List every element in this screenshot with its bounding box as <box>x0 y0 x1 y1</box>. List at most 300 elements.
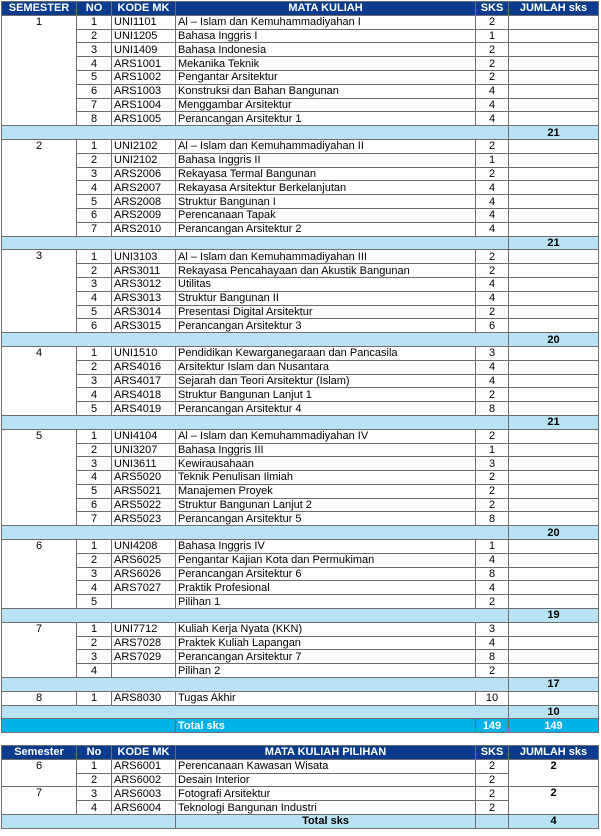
course-name: Praktek Kuliah Lapangan <box>176 636 476 650</box>
course-name: Struktur Bangunan Lanjut 1 <box>176 388 476 402</box>
table-row <box>2 15 599 29</box>
table-row <box>2 29 599 43</box>
course-no: 4 <box>77 291 112 305</box>
course-no: 7 <box>77 512 112 526</box>
course-name: Pengantar Arsitektur <box>176 70 476 84</box>
table-row <box>2 374 599 388</box>
course-code: ARS1003 <box>112 84 176 98</box>
course-code: UNI7712 <box>112 622 176 636</box>
course-no: 3 <box>77 167 112 181</box>
course-name: Al – Islam dan Kemuhammadiyahan II <box>176 139 476 153</box>
subtotal-spacer <box>2 126 509 140</box>
course-no: 2 <box>77 553 112 567</box>
elective-header-semester: Semester <box>2 746 77 760</box>
course-code <box>112 595 176 609</box>
course-name: Struktur Bangunan I <box>176 195 476 209</box>
course-name: Perencanaan Tapak <box>176 208 476 222</box>
course-no: 5 <box>77 70 112 84</box>
table-row <box>2 759 599 773</box>
course-no: 4 <box>77 471 112 485</box>
course-sks: 4 <box>476 195 509 209</box>
course-sks: 2 <box>476 595 509 609</box>
course-code: ARS5023 <box>112 512 176 526</box>
elective-name: Perencanaan Kawasan Wisata <box>176 759 476 773</box>
course-no: 2 <box>77 443 112 457</box>
course-sks: 2 <box>476 43 509 57</box>
course-code: ARS5020 <box>112 471 176 485</box>
course-code: ARS7027 <box>112 581 176 595</box>
table-row <box>2 57 599 71</box>
course-sks: 8 <box>476 402 509 416</box>
course-name: Al – Islam dan Kemuhammadiyahan I <box>176 15 476 29</box>
course-jumlah-empty <box>509 402 599 416</box>
course-code: UNI4208 <box>112 540 176 554</box>
course-code: UNI4104 <box>112 429 176 443</box>
elective-header-mata-kuliah: MATA KULIAH PILIHAN <box>176 746 476 760</box>
course-no: 1 <box>77 15 112 29</box>
course-code: ARS3011 <box>112 264 176 278</box>
course-no: 2 <box>77 153 112 167</box>
course-code: ARS3014 <box>112 305 176 319</box>
elective-code: ARS6004 <box>112 801 176 815</box>
table-row <box>2 595 599 609</box>
semester-subtotal: 21 <box>509 415 599 429</box>
elective-name: Desain Interior <box>176 773 476 787</box>
course-no: 5 <box>77 595 112 609</box>
table-row <box>2 622 599 636</box>
course-name: Menggambar Arsitektur <box>176 98 476 112</box>
course-sks: 4 <box>476 181 509 195</box>
course-name: Pendidikan Kewarganegaraan dan Pancasila <box>176 346 476 360</box>
course-jumlah-empty <box>509 388 599 402</box>
course-sks: 4 <box>476 84 509 98</box>
course-name: Perancangan Arsitektur 2 <box>176 222 476 236</box>
course-name: Kewirausahaan <box>176 457 476 471</box>
course-jumlah-empty <box>509 29 599 43</box>
course-name: Perancangan Arsitektur 1 <box>176 112 476 126</box>
elective-table <box>1 745 599 829</box>
course-sks: 4 <box>476 553 509 567</box>
course-sks: 3 <box>476 346 509 360</box>
subtotal-spacer <box>2 333 509 347</box>
course-no: 1 <box>77 346 112 360</box>
course-sks: 2 <box>476 250 509 264</box>
header-kode: KODE MK <box>112 2 176 16</box>
course-sks: 10 <box>476 691 509 705</box>
elective-semester: 7 <box>2 787 77 815</box>
elective-sks: 2 <box>476 773 509 787</box>
course-jumlah-empty <box>509 112 599 126</box>
elective-header-no: No <box>77 746 112 760</box>
course-jumlah-empty <box>509 305 599 319</box>
course-sks: 2 <box>476 484 509 498</box>
grand-total-label: Total sks <box>176 719 476 733</box>
table-row <box>2 553 599 567</box>
subtotal-spacer <box>2 705 509 719</box>
table-row <box>2 443 599 457</box>
course-sks: 8 <box>476 512 509 526</box>
course-no: 1 <box>77 622 112 636</box>
table-row <box>2 567 599 581</box>
course-code: ARS2007 <box>112 181 176 195</box>
course-sks: 2 <box>476 471 509 485</box>
course-sks: 1 <box>476 153 509 167</box>
course-jumlah-empty <box>509 595 599 609</box>
subtotal-spacer <box>2 236 509 250</box>
course-sks: 3 <box>476 457 509 471</box>
table-row <box>2 498 599 512</box>
course-jumlah-empty <box>509 581 599 595</box>
course-jumlah-empty <box>509 457 599 471</box>
course-name: Konstruksi dan Bahan Bangunan <box>176 84 476 98</box>
course-no: 3 <box>77 43 112 57</box>
table-row <box>2 112 599 126</box>
subtotal-spacer <box>2 526 509 540</box>
course-sks: 6 <box>476 319 509 333</box>
table-row <box>2 581 599 595</box>
course-no: 3 <box>77 457 112 471</box>
course-sks: 2 <box>476 498 509 512</box>
course-jumlah-empty <box>509 195 599 209</box>
course-no: 5 <box>77 305 112 319</box>
elective-name: Fotografi Arsitektur <box>176 787 476 801</box>
course-name: Bahasa Inggris I <box>176 29 476 43</box>
course-jumlah-empty <box>509 650 599 664</box>
course-sks: 4 <box>476 291 509 305</box>
course-code: UNI1510 <box>112 346 176 360</box>
course-code: ARS6025 <box>112 553 176 567</box>
course-jumlah-empty <box>509 567 599 581</box>
elective-total-row <box>2 814 599 828</box>
course-code: ARS2010 <box>112 222 176 236</box>
course-name: Bahasa Inggris IV <box>176 540 476 554</box>
course-jumlah-empty <box>509 636 599 650</box>
course-name: Presentasi Digital Arsitektur <box>176 305 476 319</box>
course-no: 1 <box>77 429 112 443</box>
table-row <box>2 139 599 153</box>
course-name: Perancangan Arsitektur 6 <box>176 567 476 581</box>
semester-number: 1 <box>2 15 77 125</box>
course-jumlah-empty <box>509 374 599 388</box>
course-jumlah-empty <box>509 360 599 374</box>
course-code: ARS1002 <box>112 70 176 84</box>
header-no: NO <box>77 2 112 16</box>
course-name: Rekayasa Arsitektur Berkelanjutan <box>176 181 476 195</box>
header-mata-kuliah: MATA KULIAH <box>176 2 476 16</box>
course-jumlah-empty <box>509 43 599 57</box>
course-code: ARS5021 <box>112 484 176 498</box>
course-no: 4 <box>77 57 112 71</box>
course-code: ARS5022 <box>112 498 176 512</box>
course-jumlah-empty <box>509 181 599 195</box>
elective-name: Teknologi Bangunan Industri <box>176 801 476 815</box>
course-code: UNI1409 <box>112 43 176 57</box>
course-sks: 3 <box>476 622 509 636</box>
course-sks: 8 <box>476 650 509 664</box>
course-sks: 2 <box>476 70 509 84</box>
semester-number: 3 <box>2 250 77 333</box>
course-code: ARS7028 <box>112 636 176 650</box>
semester-subtotal-row <box>2 126 599 140</box>
semester-number: 5 <box>2 429 77 526</box>
course-code: ARS3012 <box>112 277 176 291</box>
semester-subtotal-row <box>2 678 599 692</box>
course-sks: 4 <box>476 360 509 374</box>
elective-sks: 2 <box>476 759 509 773</box>
course-name: Rekayasa Termal Bangunan <box>176 167 476 181</box>
course-name: Pilihan 2 <box>176 664 476 678</box>
course-sks: 2 <box>476 429 509 443</box>
course-jumlah-empty <box>509 15 599 29</box>
course-jumlah-empty <box>509 57 599 71</box>
table-row <box>2 222 599 236</box>
course-name: Mekanika Teknik <box>176 57 476 71</box>
course-name: Tugas Akhir <box>176 691 476 705</box>
course-jumlah-empty <box>509 319 599 333</box>
table-row <box>2 691 599 705</box>
table-row <box>2 277 599 291</box>
course-name: Struktur Bangunan Lanjut 2 <box>176 498 476 512</box>
course-jumlah-empty <box>509 429 599 443</box>
course-sks: 4 <box>476 581 509 595</box>
course-no: 6 <box>77 498 112 512</box>
course-jumlah-empty <box>509 277 599 291</box>
table-row <box>2 360 599 374</box>
course-name: Al – Islam dan Kemuhammadiyahan III <box>176 250 476 264</box>
course-name: Kuliah Kerja Nyata (KKN) <box>176 622 476 636</box>
table-row <box>2 484 599 498</box>
course-no: 3 <box>77 277 112 291</box>
course-name: Arsitektur Islam dan Nusantara <box>176 360 476 374</box>
subtotal-spacer <box>2 415 509 429</box>
course-sks: 2 <box>476 664 509 678</box>
course-jumlah-empty <box>509 553 599 567</box>
course-sks: 4 <box>476 222 509 236</box>
semester-subtotal: 21 <box>509 126 599 140</box>
course-code: ARS2009 <box>112 208 176 222</box>
course-code: ARS4019 <box>112 402 176 416</box>
course-no: 7 <box>77 98 112 112</box>
course-no: 5 <box>77 484 112 498</box>
course-sks: 4 <box>476 374 509 388</box>
table-row <box>2 650 599 664</box>
course-no: 4 <box>77 181 112 195</box>
course-no: 4 <box>77 388 112 402</box>
course-code: ARS4017 <box>112 374 176 388</box>
course-sks: 2 <box>476 264 509 278</box>
elective-jumlah: 2 <box>509 759 599 787</box>
course-code: ARS7029 <box>112 650 176 664</box>
course-sks: 2 <box>476 57 509 71</box>
course-code: ARS4016 <box>112 360 176 374</box>
elective-no: 3 <box>77 787 112 801</box>
course-name: Perancangan Arsitektur 5 <box>176 512 476 526</box>
course-code <box>112 664 176 678</box>
elective-sks: 2 <box>476 787 509 801</box>
course-no: 8 <box>77 112 112 126</box>
semester-subtotal: 20 <box>509 526 599 540</box>
course-jumlah-empty <box>509 222 599 236</box>
elective-semester: 6 <box>2 759 77 787</box>
course-name: Perancangan Arsitektur 3 <box>176 319 476 333</box>
table-row <box>2 181 599 195</box>
semester-subtotal: 20 <box>509 333 599 347</box>
table-row <box>2 346 599 360</box>
course-code: ARS3015 <box>112 319 176 333</box>
course-name: Bahasa Inggris III <box>176 443 476 457</box>
grand-total-row <box>2 719 599 733</box>
table-row <box>2 167 599 181</box>
table-row <box>2 664 599 678</box>
elective-code: ARS6002 <box>112 773 176 787</box>
elective-code: ARS6001 <box>112 759 176 773</box>
course-jumlah-empty <box>509 484 599 498</box>
course-jumlah-empty <box>509 664 599 678</box>
table-row <box>2 98 599 112</box>
course-sks: 2 <box>476 139 509 153</box>
semester-subtotal: 19 <box>509 609 599 623</box>
course-name: Teknik Penulisan Ilmiah <box>176 471 476 485</box>
course-no: 6 <box>77 319 112 333</box>
semester-subtotal-row <box>2 415 599 429</box>
table-row <box>2 84 599 98</box>
table-row <box>2 540 599 554</box>
subtotal-spacer <box>2 678 509 692</box>
course-jumlah-empty <box>509 622 599 636</box>
semester-subtotal-row <box>2 609 599 623</box>
curriculum-header-row <box>2 2 599 16</box>
table-row <box>2 195 599 209</box>
elective-header-row <box>2 746 599 760</box>
course-code: ARS1004 <box>112 98 176 112</box>
course-no: 4 <box>77 581 112 595</box>
semester-subtotal: 10 <box>509 705 599 719</box>
elective-body <box>2 759 599 828</box>
table-row <box>2 388 599 402</box>
course-jumlah-empty <box>509 498 599 512</box>
elective-sks: 2 <box>476 801 509 815</box>
course-sks: 2 <box>476 167 509 181</box>
course-no: 4 <box>77 664 112 678</box>
course-sks: 4 <box>476 636 509 650</box>
course-code: UNI3103 <box>112 250 176 264</box>
course-code: ARS6026 <box>112 567 176 581</box>
course-code: ARS2006 <box>112 167 176 181</box>
course-code: UNI2102 <box>112 153 176 167</box>
course-name: Rekayasa Pencahayaan dan Akustik Bangunan <box>176 264 476 278</box>
semester-number: 2 <box>2 139 77 236</box>
course-jumlah-empty <box>509 471 599 485</box>
table-row <box>2 264 599 278</box>
course-no: 2 <box>77 636 112 650</box>
table-row <box>2 402 599 416</box>
course-jumlah-empty <box>509 208 599 222</box>
course-code: ARS1005 <box>112 112 176 126</box>
course-name: Al – Islam dan Kemuhammadiyahan IV <box>176 429 476 443</box>
elective-jumlah: 2 <box>509 787 599 815</box>
course-code: UNI3611 <box>112 457 176 471</box>
header-semester: SEMESTER <box>2 2 77 16</box>
table-row <box>2 250 599 264</box>
course-no: 6 <box>77 84 112 98</box>
course-name: Perancangan Arsitektur 7 <box>176 650 476 664</box>
table-row <box>2 305 599 319</box>
course-sks: 4 <box>476 208 509 222</box>
course-name: Utilitas <box>176 277 476 291</box>
table-row <box>2 291 599 305</box>
course-code: UNI3207 <box>112 443 176 457</box>
course-sks: 2 <box>476 305 509 319</box>
elective-no: 1 <box>77 759 112 773</box>
course-name: Struktur Bangunan II <box>176 291 476 305</box>
course-name: Perancangan Arsitektur 4 <box>176 402 476 416</box>
elective-total-value: 4 <box>509 814 599 828</box>
course-jumlah-empty <box>509 346 599 360</box>
table-row <box>2 153 599 167</box>
course-sks: 4 <box>476 277 509 291</box>
course-jumlah-empty <box>509 153 599 167</box>
course-code: ARS8030 <box>112 691 176 705</box>
course-code: UNI2102 <box>112 139 176 153</box>
course-sks: 1 <box>476 29 509 43</box>
elective-total-label: Total sks <box>176 814 476 828</box>
course-jumlah-empty <box>509 139 599 153</box>
course-jumlah-empty <box>509 70 599 84</box>
course-jumlah-empty <box>509 167 599 181</box>
table-row <box>2 457 599 471</box>
course-code: ARS4018 <box>112 388 176 402</box>
course-sks: 2 <box>476 388 509 402</box>
semester-subtotal: 21 <box>509 236 599 250</box>
semester-subtotal-row <box>2 333 599 347</box>
course-sks: 1 <box>476 540 509 554</box>
elective-code: ARS6003 <box>112 787 176 801</box>
course-no: 2 <box>77 29 112 43</box>
course-code: UNI1101 <box>112 15 176 29</box>
course-jumlah-empty <box>509 512 599 526</box>
semester-number: 7 <box>2 622 77 677</box>
course-no: 3 <box>77 567 112 581</box>
course-code: ARS3013 <box>112 291 176 305</box>
table-row <box>2 319 599 333</box>
course-name: Manajemen Proyek <box>176 484 476 498</box>
grand-total-jumlah: 149 <box>509 719 599 733</box>
subtotal-spacer <box>2 609 509 623</box>
semester-subtotal-row <box>2 236 599 250</box>
course-name: Praktik Profesional <box>176 581 476 595</box>
course-name: Sejarah dan Teori Arsitektur (Islam) <box>176 374 476 388</box>
course-sks: 2 <box>476 15 509 29</box>
course-jumlah-empty <box>509 691 599 705</box>
course-name: Pengantar Kajian Kota dan Permukiman <box>176 553 476 567</box>
course-jumlah-empty <box>509 84 599 98</box>
course-jumlah-empty <box>509 291 599 305</box>
table-row <box>2 429 599 443</box>
course-no: 5 <box>77 195 112 209</box>
grand-total-sks: 149 <box>476 719 509 733</box>
table-row <box>2 208 599 222</box>
course-name: Bahasa Indonesia <box>176 43 476 57</box>
course-no: 7 <box>77 222 112 236</box>
course-no: 1 <box>77 691 112 705</box>
course-jumlah-empty <box>509 250 599 264</box>
table-row <box>2 787 599 801</box>
course-no: 2 <box>77 264 112 278</box>
elective-no: 2 <box>77 773 112 787</box>
course-no: 1 <box>77 250 112 264</box>
course-no: 6 <box>77 208 112 222</box>
course-no: 3 <box>77 374 112 388</box>
